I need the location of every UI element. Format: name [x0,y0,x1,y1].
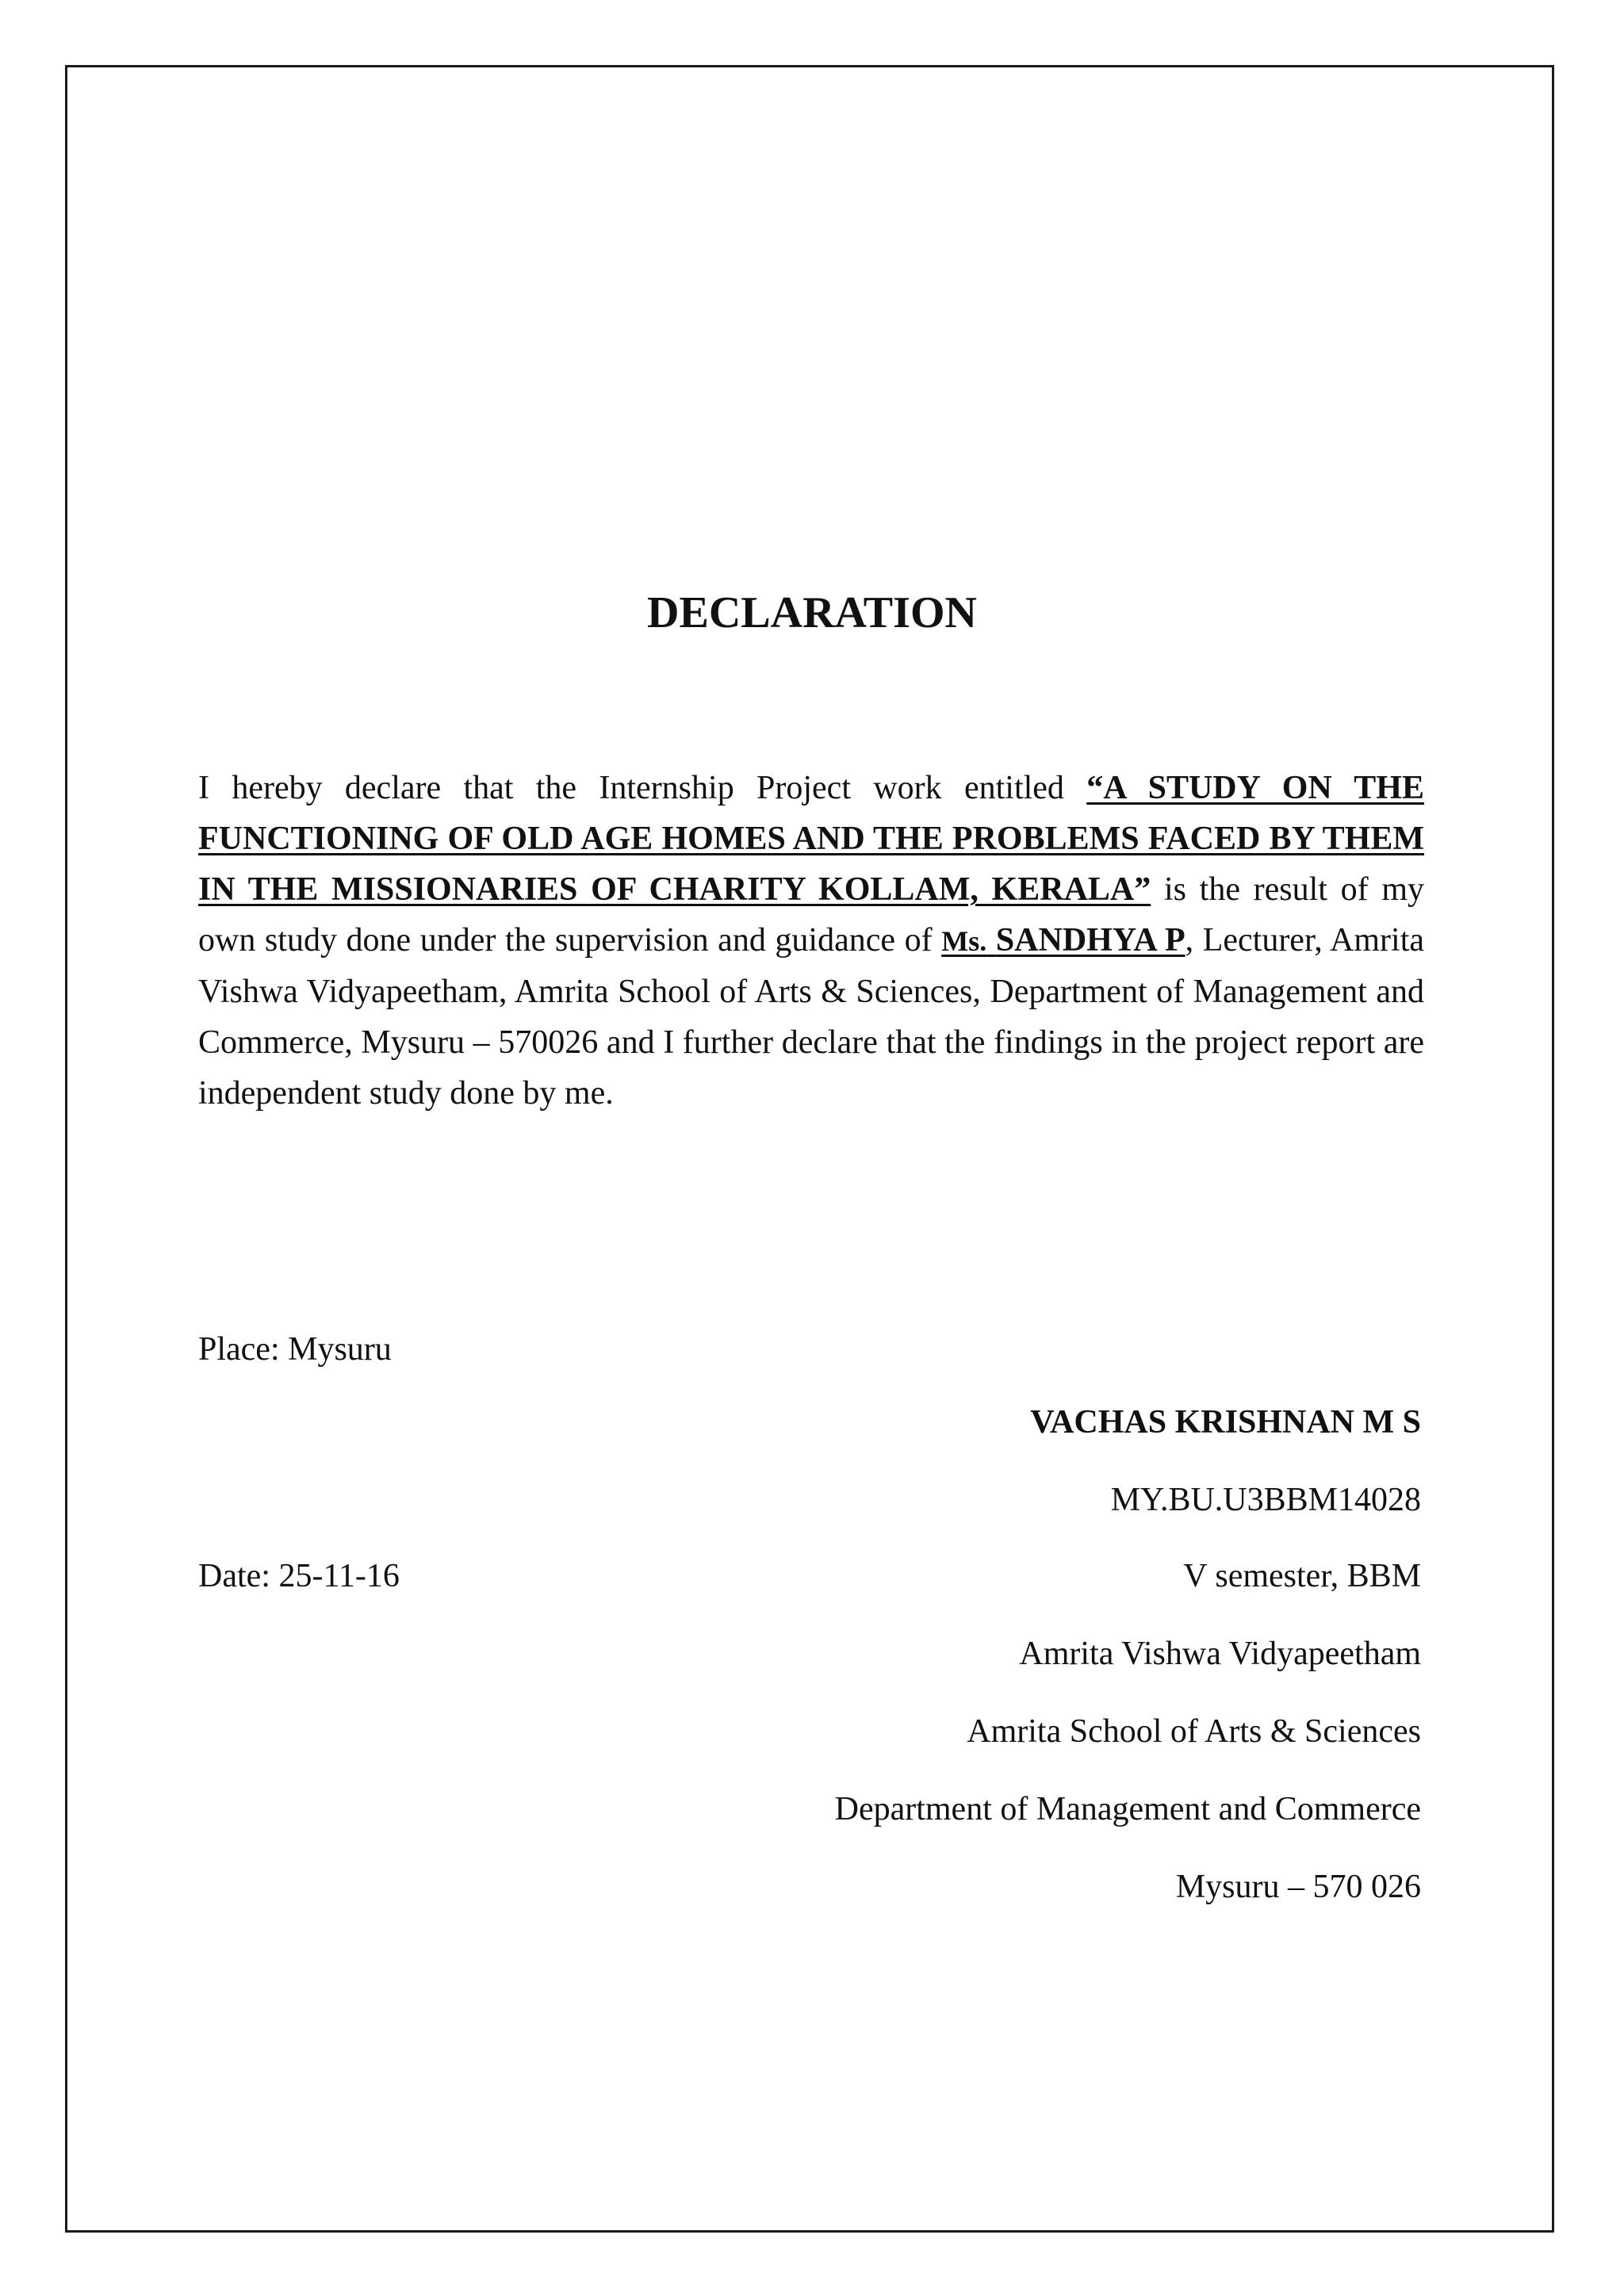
guide-name-text: SANDHYA P [995,922,1185,959]
student-name: VACHAS KRISHNAN M S [1030,1404,1421,1441]
guide-honorific: Ms. [941,925,987,957]
declaration-rest: , Lecturer, Amrita Vishwa Vidyapeetham, Amrita School of Arts & Sciences, Department of Management and Commerce, Mysuru – 570026 and I further declare that the findings in the project report are independent study done by me. [198,922,1424,1112]
guide-name [941,922,1185,959]
university-line: Amrita Vishwa Vidyapeetham [1019,1636,1421,1672]
declaration-middle: is the result of my own study done under the supervision and guidance of [198,871,1424,959]
declaration-intro: I hereby declare that the Internship Project work entitled [198,770,1087,806]
page-title: DECLARATION [647,588,977,637]
date-line: Date: 25-11-16 [198,1558,400,1594]
registration-number: MY.BU.U3BBM14028 [1110,1482,1421,1518]
semester-line: V semester, BBM [1183,1558,1421,1594]
project-title: “A STUDY ON THE FUNCTIONING OF OLD AGE HOMES AND THE PROBLEMS FACED BY THEM IN THE MISSIONARIES OF CHARITY KOLLAM, KERALA” [198,770,1424,908]
place-line: Place: Mysuru [198,1331,392,1368]
city-line: Mysuru – 570 026 [1175,1869,1421,1905]
declaration-paragraph [198,763,1424,1119]
school-line: Amrita School of Arts & Sciences [967,1713,1421,1750]
department-line: Department of Management and Commerce [834,1791,1421,1827]
